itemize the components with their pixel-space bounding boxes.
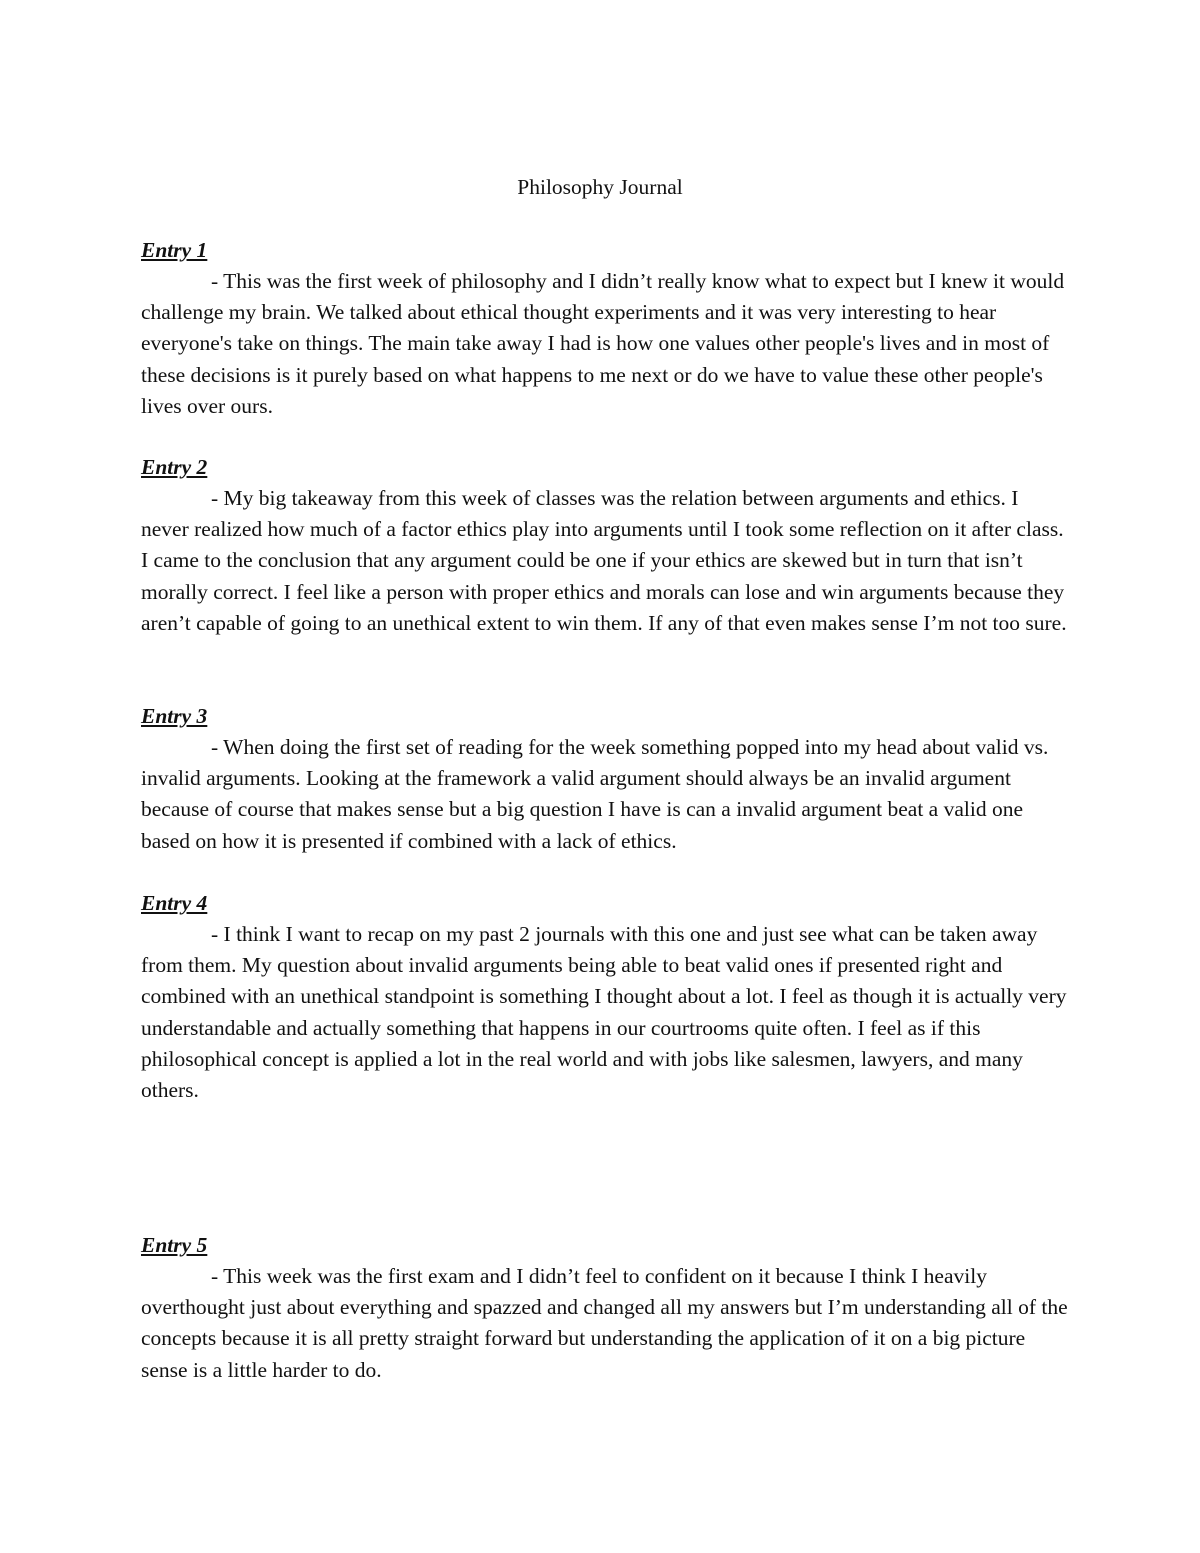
- entry-body: - When doing the first set of reading for the week something popped into my head about valid vs. invalid arguments. Looking at the framework a valid argument should always be an invalid argument because of course that makes sense but a big question I have is can a invalid argument beat a valid one based on how it is presented if combined with a lack of ethics.: [141, 735, 1049, 853]
- entry-heading: Entry 4: [141, 891, 208, 915]
- entry-heading: Entry 2: [141, 455, 208, 479]
- journal-entry-3: [141, 701, 1071, 857]
- entry-body: - I think I want to recap on my past 2 journals with this one and just see what can be taken away from them. My question about invalid arguments being able to beat valid ones if presented right and combined with an unethical standpoint is something I thought about a lot. I feel as though it is actually very understandable and actually something that happens in our courtrooms quite often. I feel as if this philosophical concept is applied a lot in the real world and with jobs like salesmen, lawyers, and many others.: [141, 922, 1067, 1103]
- entry-heading: Entry 5: [141, 1233, 208, 1257]
- journal-entry-5: [141, 1230, 1071, 1386]
- entry-body: - This was the first week of philosophy and I didn’t really know what to expect but I knew it would challenge my brain. We talked about ethical thought experiments and it was very interesting to hear everyone's take on things. The main take away I had is how one values other people's lives and in most of these decisions is it purely based on what happens to me next or do we have to value these other people's lives over ours.: [141, 269, 1065, 418]
- journal-entry-4: [141, 888, 1071, 1106]
- journal-entry-1: [141, 235, 1071, 422]
- entry-heading: Entry 1: [141, 238, 208, 262]
- journal-entry-2: [141, 452, 1071, 639]
- entry-body: - My big takeaway from this week of classes was the relation between arguments and ethics. I never realized how much of a factor ethics play into arguments until I took some reflection on it after class. I came to the conclusion that any argument could be one if your ethics are skewed but in turn that isn’t morally correct. I feel like a person with proper ethics and morals can lose and win arguments because they aren’t capable of going to an unethical extent to win them. If any of that even makes sense I’m not too sure.: [141, 486, 1067, 635]
- entry-heading: Entry 3: [141, 704, 208, 728]
- entry-body: - This week was the first exam and I didn’t feel to confident on it because I think I heavily overthought just about everything and spazzed and changed all my answers but I’m understanding all of the concepts because it is all pretty straight forward but understanding the application of it on a big picture sense is a little harder to do.: [141, 1264, 1068, 1382]
- document-title: Philosophy Journal: [517, 175, 683, 199]
